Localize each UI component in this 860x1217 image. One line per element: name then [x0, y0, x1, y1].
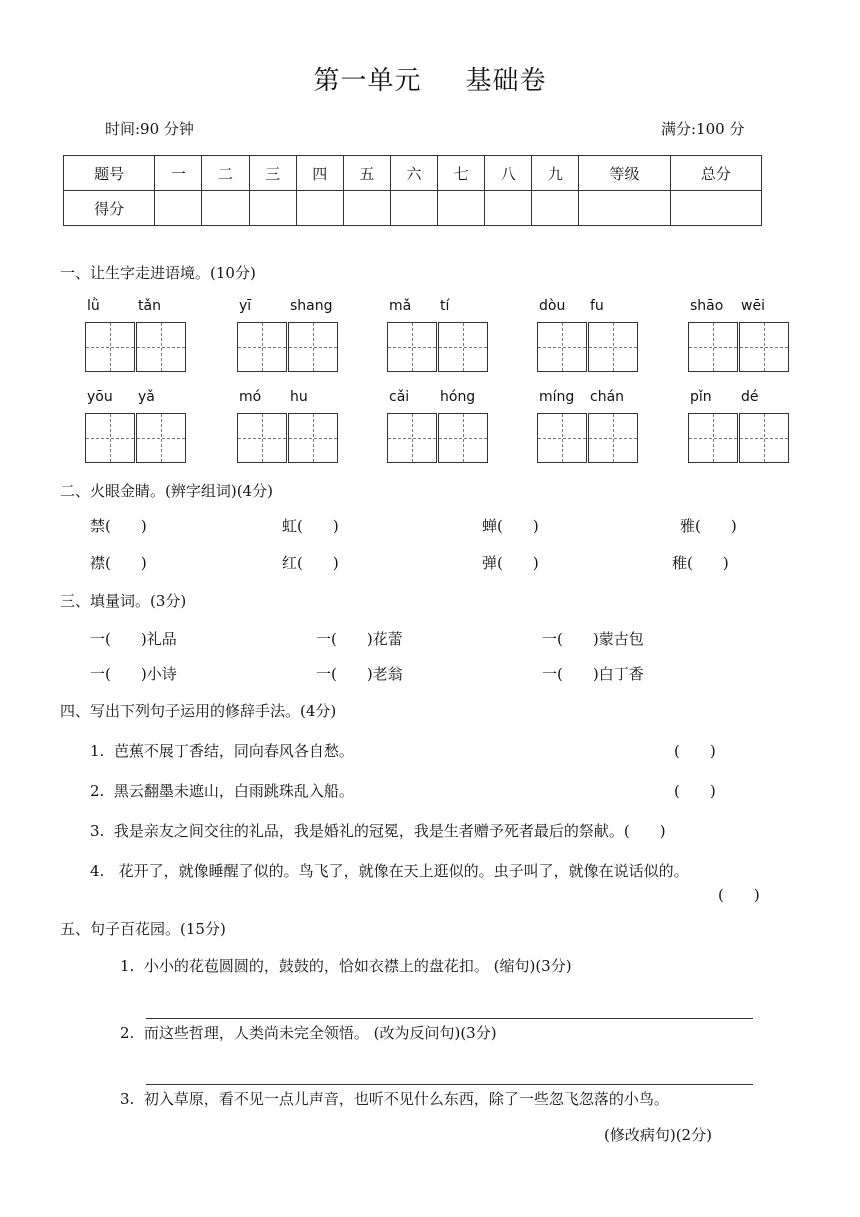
- word-item[interactable]: 红( ): [282, 554, 339, 572]
- title-unit: 第一单元: [313, 66, 422, 96]
- tianzige-box[interactable]: [688, 413, 738, 463]
- score-cell[interactable]: [249, 191, 296, 226]
- pinyin-label: lǜ: [87, 298, 100, 314]
- score-cell[interactable]: [485, 191, 532, 226]
- rhetoric-question-2: 2. 黑云翻墨未遮山，白雨跳珠乱入船。: [90, 782, 354, 800]
- header-cell: 七: [438, 156, 485, 191]
- score-cell[interactable]: [296, 191, 343, 226]
- section-4-heading: 四、写出下列句子运用的修辞手法。(4分): [60, 702, 337, 720]
- header-cell: 二: [202, 156, 249, 191]
- score-cell[interactable]: [532, 191, 579, 226]
- tianzige-box[interactable]: [537, 322, 587, 372]
- tianzige-box[interactable]: [739, 322, 789, 372]
- section-1-heading: 一、让生字走进语境。(10分): [60, 264, 256, 282]
- header-cell: 九: [532, 156, 579, 191]
- tianzige-box[interactable]: [237, 413, 287, 463]
- word-item[interactable]: 虹( ): [282, 517, 339, 535]
- tianzige-box[interactable]: [85, 413, 135, 463]
- pinyin-label: shang: [290, 298, 333, 314]
- measure-word-item[interactable]: 一( )礼品: [90, 630, 177, 648]
- tianzige-box[interactable]: [537, 413, 587, 463]
- full-score-label: 满分:100 分: [661, 120, 745, 138]
- answer-line[interactable]: [146, 1084, 753, 1085]
- tianzige-box[interactable]: [288, 413, 338, 463]
- section-2-heading: 二、火眼金睛。(辨字组词)(4分): [60, 482, 273, 500]
- pinyin-label: mó: [239, 389, 262, 405]
- pinyin-label: yōu: [87, 389, 113, 405]
- header-cell: 六: [390, 156, 437, 191]
- pinyin-label: tǎn: [138, 298, 161, 314]
- answer-paren[interactable]: ( ): [674, 742, 716, 760]
- score-cell[interactable]: [155, 191, 202, 226]
- answer-line[interactable]: [146, 1018, 753, 1019]
- header-cell: 四: [296, 156, 343, 191]
- word-item[interactable]: 蝉( ): [482, 517, 539, 535]
- tianzige-box[interactable]: [288, 322, 338, 372]
- pinyin-label: mǎ: [389, 298, 412, 314]
- pinyin-label: dòu: [539, 298, 566, 314]
- score-row-label: 得分: [64, 191, 155, 226]
- sentence-question-3: 3. 初入草原，看不见一点儿声音，也听不见什么东西，除了一些忽飞忽落的小鸟。: [120, 1090, 669, 1108]
- measure-word-item[interactable]: 一( )小诗: [90, 665, 177, 683]
- measure-word-item[interactable]: 一( )老翁: [316, 665, 403, 683]
- pinyin-label: yī: [239, 298, 252, 314]
- score-cell[interactable]: [438, 191, 485, 226]
- measure-word-item[interactable]: 一( )蒙古包: [542, 630, 644, 648]
- tianzige-box[interactable]: [136, 322, 186, 372]
- sentence-question-3-note: (修改病句)(2分): [604, 1126, 712, 1144]
- word-item[interactable]: 弹( ): [482, 554, 539, 572]
- rhetoric-question-3: 3. 我是亲友之间交往的礼品，我是婚礼的冠冕，我是生者赠予死者最后的祭献。( ): [90, 822, 666, 840]
- score-cell[interactable]: [202, 191, 249, 226]
- tianzige-box[interactable]: [588, 413, 638, 463]
- tianzige-box[interactable]: [387, 413, 437, 463]
- sentence-question-1: 1. 小小的花苞圆圆的，鼓鼓的，恰如衣襟上的盘花扣。 (缩句)(3分): [120, 957, 572, 975]
- word-item[interactable]: 稚( ): [672, 554, 729, 572]
- pinyin-label: hu: [290, 389, 308, 405]
- pinyin-label: míng: [539, 389, 575, 405]
- score-table: [63, 155, 762, 226]
- tianzige-box[interactable]: [85, 322, 135, 372]
- pinyin-label: pǐn: [690, 389, 712, 405]
- tianzige-box[interactable]: [688, 322, 738, 372]
- header-cell: 三: [249, 156, 296, 191]
- header-cell: 题号: [64, 156, 155, 191]
- score-cell[interactable]: [579, 191, 670, 226]
- score-cell[interactable]: [670, 191, 761, 226]
- pinyin-label: wēi: [741, 298, 765, 314]
- pinyin-label: chán: [590, 389, 625, 405]
- pinyin-label: fu: [590, 298, 604, 314]
- section-5-heading: 五、句子百花园。(15分): [60, 920, 226, 938]
- answer-paren[interactable]: ( ): [718, 886, 760, 904]
- tianzige-box[interactable]: [136, 413, 186, 463]
- header-cell: 总分: [670, 156, 761, 191]
- header-cell: 八: [485, 156, 532, 191]
- page-title: [0, 60, 860, 97]
- measure-word-item[interactable]: 一( )白丁香: [542, 665, 644, 683]
- pinyin-label: shāo: [690, 298, 724, 314]
- rhetoric-question-1: 1. 芭蕉不展丁香结，同向春风各自愁。: [90, 742, 354, 760]
- pinyin-label: tí: [440, 298, 450, 314]
- answer-paren[interactable]: ( ): [674, 782, 716, 800]
- word-item[interactable]: 襟( ): [90, 554, 147, 572]
- tianzige-box[interactable]: [739, 413, 789, 463]
- measure-word-item[interactable]: 一( )花蕾: [316, 630, 403, 648]
- tianzige-box[interactable]: [237, 322, 287, 372]
- score-cell[interactable]: [343, 191, 390, 226]
- sentence-question-2: 2. 而这些哲理，人类尚未完全领悟。 (改为反问句)(3分): [120, 1024, 497, 1042]
- header-cell: 一: [155, 156, 202, 191]
- pinyin-label: dé: [741, 389, 759, 405]
- score-input-row: [64, 191, 762, 226]
- rhetoric-question-4: 4. 花开了，就像睡醒了似的。鸟飞了，就像在天上逛似的。虫子叫了，就像在说话似的。: [90, 862, 689, 880]
- word-item[interactable]: 禁( ): [90, 517, 147, 535]
- tianzige-box[interactable]: [387, 322, 437, 372]
- word-item[interactable]: 雅( ): [680, 517, 737, 535]
- tianzige-box[interactable]: [438, 322, 488, 372]
- tianzige-box[interactable]: [438, 413, 488, 463]
- header-cell: 等级: [579, 156, 670, 191]
- title-type: 基础卷: [465, 66, 547, 96]
- header-cell: 五: [343, 156, 390, 191]
- pinyin-label: yǎ: [138, 389, 155, 405]
- pinyin-label: hóng: [440, 389, 476, 405]
- pinyin-label: cǎi: [389, 389, 410, 405]
- tianzige-box[interactable]: [588, 322, 638, 372]
- section-3-heading: 三、填量词。(3分): [60, 592, 187, 610]
- score-header-row: [64, 156, 762, 191]
- time-label: 时间:90 分钟: [105, 120, 194, 138]
- score-cell[interactable]: [390, 191, 437, 226]
